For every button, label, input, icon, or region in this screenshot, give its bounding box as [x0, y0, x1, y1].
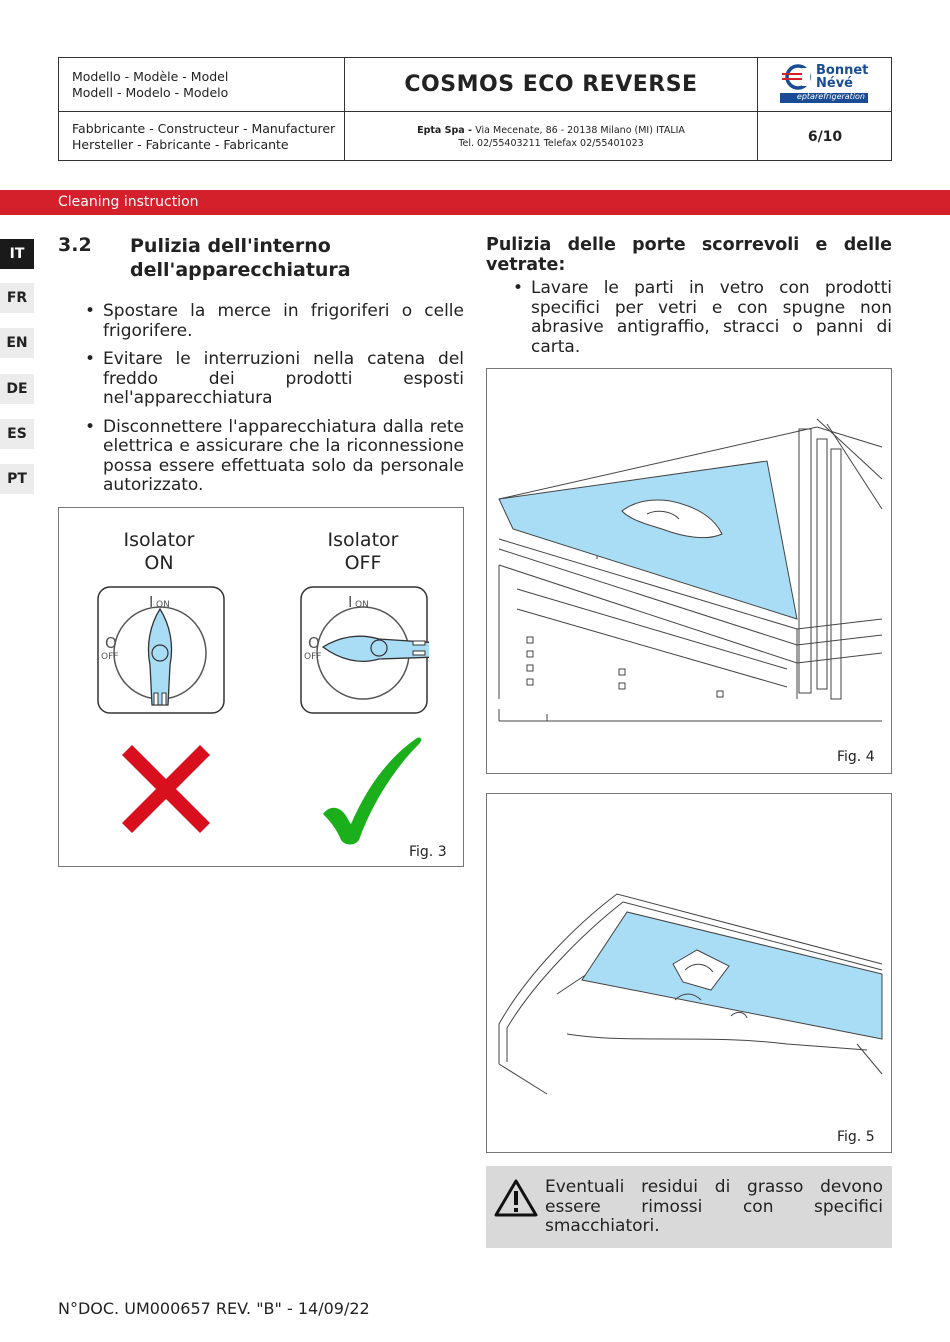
figure-5-label: Fig. 5: [837, 1129, 875, 1145]
lang-tab-it[interactable]: IT: [0, 239, 34, 269]
glass-cleaning-list: [508, 279, 892, 366]
lang-tab-pt[interactable]: PT: [0, 464, 34, 494]
section-bar-title: Cleaning instruction: [58, 194, 199, 210]
bonnet-neve-logo: [780, 63, 868, 103]
model-label-2: Modell - Modelo - Modelo: [72, 85, 229, 100]
isolator-switch-on-icon: [96, 585, 226, 715]
figure-4-label: Fig. 4: [837, 749, 875, 765]
section-bar: [0, 190, 950, 215]
document-number: N°DOC. UM000657 REV. "B" - 14/09/22: [58, 1299, 370, 1318]
isolator-off-label-2: OFF: [344, 552, 382, 574]
list-item: • Disconnettere l'apparecchiatura dalla rete elettrica e assicurare che la riconnessione possa essere effettuata solo da personale autorizzato.: [80, 418, 464, 496]
display-case-interior-illustration: [487, 794, 891, 1152]
switch-on-text-2: ON: [355, 600, 369, 610]
warning-triangle-icon: [494, 1178, 538, 1218]
isolator-off-label-1: Isolator: [327, 529, 399, 551]
company-address: Via Mecenate, 86 - 20138 Milano (MI) ITALIA: [475, 125, 685, 136]
section-title: Pulizia dell'interno dell'apparecchiatura: [130, 235, 351, 281]
figure-5-interior-cleaning: [486, 793, 892, 1153]
correct-check-icon: [319, 736, 423, 846]
switch-off-text: OFF: [101, 652, 119, 662]
isolator-switch-off-icon: [299, 585, 429, 715]
logo-line-1: Bonnet: [816, 63, 869, 78]
model-label-1: Modello - Modèle - Model: [72, 69, 229, 84]
svg-text:O: O: [105, 634, 117, 652]
figure-3-isolator: [58, 507, 464, 867]
svg-text:I: I: [348, 593, 353, 611]
manufacturer-label-2: Hersteller - Fabricante - Fabricante: [72, 137, 289, 152]
company-address-block: [345, 124, 757, 150]
lang-tab-en[interactable]: EN: [0, 328, 34, 358]
page-number: 6/10: [807, 129, 843, 145]
list-item: • Evitare le interruzioni nella catena del freddo dei prodotti esposti nel'apparecchiatura: [80, 350, 464, 409]
svg-text:I: I: [149, 593, 154, 611]
lang-tab-fr[interactable]: FR: [0, 283, 34, 313]
switch-off-text-2: OFF: [304, 652, 322, 662]
company-phone: Tel. 02/55403211 Telefax 02/55401023: [458, 138, 644, 149]
figure-3-label: Fig. 3: [409, 844, 447, 860]
lang-tab-de[interactable]: DE: [0, 374, 34, 404]
warning-box: [486, 1166, 892, 1248]
company-name: Epta Spa -: [417, 125, 476, 136]
warning-text: Eventuali residui di grasso devono essere rimossi con specifici smacchiatori.: [545, 1177, 883, 1236]
document-title: COSMOS ECO REVERSE: [404, 72, 698, 97]
wrong-cross-icon: [118, 741, 214, 837]
isolator-on-label-1: Isolator: [123, 529, 195, 551]
section-number: 3.2: [58, 234, 92, 256]
isolator-on-label-2: ON: [144, 552, 174, 574]
cleaning-steps-list: [80, 302, 464, 505]
list-item: • Spostare la merce in frigoriferi o celle frigorifere.: [80, 302, 464, 341]
sliding-doors-heading: Pulizia delle porte scorrevoli e delle vetrate:: [486, 235, 892, 275]
logo-subtitle: eptarefrigeration: [796, 92, 865, 101]
lang-tab-es[interactable]: ES: [0, 419, 34, 449]
switch-on-text: ON: [156, 600, 170, 610]
display-case-glass-illustration: [487, 369, 891, 773]
header-table: [58, 57, 892, 161]
figure-4-glass-cleaning: [486, 368, 892, 774]
manufacturer-label-1: Fabbricante - Constructeur - Manufacturer: [72, 121, 336, 136]
svg-text:O: O: [308, 634, 320, 652]
euro-logo-icon: [780, 63, 816, 93]
logo-line-2: Névé: [816, 76, 853, 91]
list-item: • Lavare le parti in vetro con prodotti specifici per vetri e con spugne non abrasive antigraffio, stracci o panni di carta.: [508, 279, 892, 357]
